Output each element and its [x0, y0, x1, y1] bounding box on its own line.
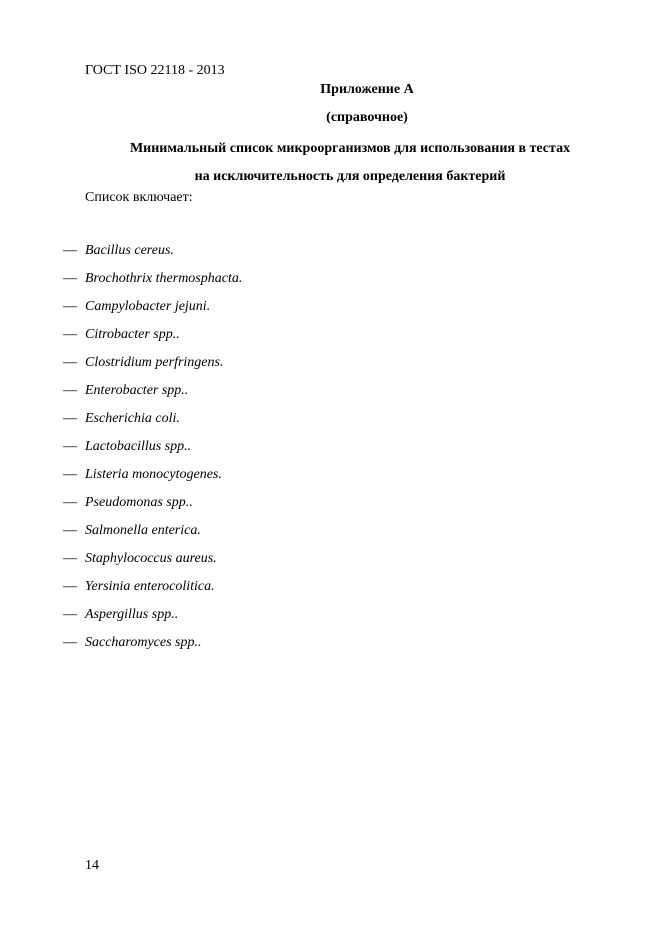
- organism-name: Brochothrix thermosphacta.: [85, 271, 243, 286]
- heading-line-2: на исключительность для определения бактерий: [194, 169, 506, 184]
- appendix-kind: (справочное): [326, 110, 408, 125]
- list-item: [63, 633, 242, 661]
- dash-marker: —: [63, 243, 77, 258]
- organism-name: Enterobacter spp..: [85, 383, 189, 398]
- list-item: [63, 549, 242, 577]
- dash-marker: —: [63, 355, 77, 370]
- list-item: [63, 521, 242, 549]
- organism-name: Salmonella enterica.: [85, 523, 201, 538]
- dash-marker: —: [63, 467, 77, 482]
- dash-marker: —: [63, 439, 77, 454]
- organism-name: Saccharomyces spp..: [85, 635, 202, 650]
- organism-name: Clostridium perfringens.: [85, 355, 224, 370]
- organism-name: Campylobacter jejuni.: [85, 299, 211, 314]
- page-number: 14: [85, 858, 99, 873]
- organism-name: Pseudomonas spp..: [85, 495, 193, 510]
- dash-marker: —: [63, 299, 77, 314]
- intro-text: Список включает:: [85, 190, 193, 205]
- list-item: [63, 297, 242, 325]
- heading-line-1: Минимальный список микроорганизмов для использования в тестах: [129, 141, 571, 156]
- organism-list: [63, 241, 242, 661]
- dash-marker: —: [63, 411, 77, 426]
- organism-name: Citrobacter spp..: [85, 327, 180, 342]
- dash-marker: —: [63, 635, 77, 650]
- list-item: [63, 465, 242, 493]
- dash-marker: —: [63, 551, 77, 566]
- dash-marker: —: [63, 327, 77, 342]
- organism-name: Yersinia enterocolitica.: [85, 579, 215, 594]
- dash-marker: —: [63, 495, 77, 510]
- organism-name: Bacillus cereus.: [85, 243, 174, 258]
- organism-name: Lactobacillus spp..: [85, 439, 192, 454]
- dash-marker: —: [63, 607, 77, 622]
- dash-marker: —: [63, 271, 77, 286]
- list-item: [63, 493, 242, 521]
- section-heading: [95, 135, 605, 191]
- list-item: [63, 605, 242, 633]
- list-item: [63, 381, 242, 409]
- dash-marker: —: [63, 579, 77, 594]
- list-item: [63, 325, 242, 353]
- organism-name: Listeria monocytogenes.: [85, 467, 222, 482]
- organism-name: Escherichia coli.: [85, 411, 180, 426]
- organism-name: Aspergillus spp..: [85, 607, 179, 622]
- dash-marker: —: [63, 523, 77, 538]
- dash-marker: —: [63, 383, 77, 398]
- list-item: [63, 437, 242, 465]
- list-item: [63, 353, 242, 381]
- organism-name: Staphylococcus aureus.: [85, 551, 217, 566]
- list-item: [63, 241, 242, 269]
- list-item: [63, 577, 242, 605]
- document-code: ГОСТ ISO 22118 - 2013: [85, 63, 225, 78]
- list-item: [63, 269, 242, 297]
- appendix-title: Приложение А: [320, 82, 414, 97]
- list-item: [63, 409, 242, 437]
